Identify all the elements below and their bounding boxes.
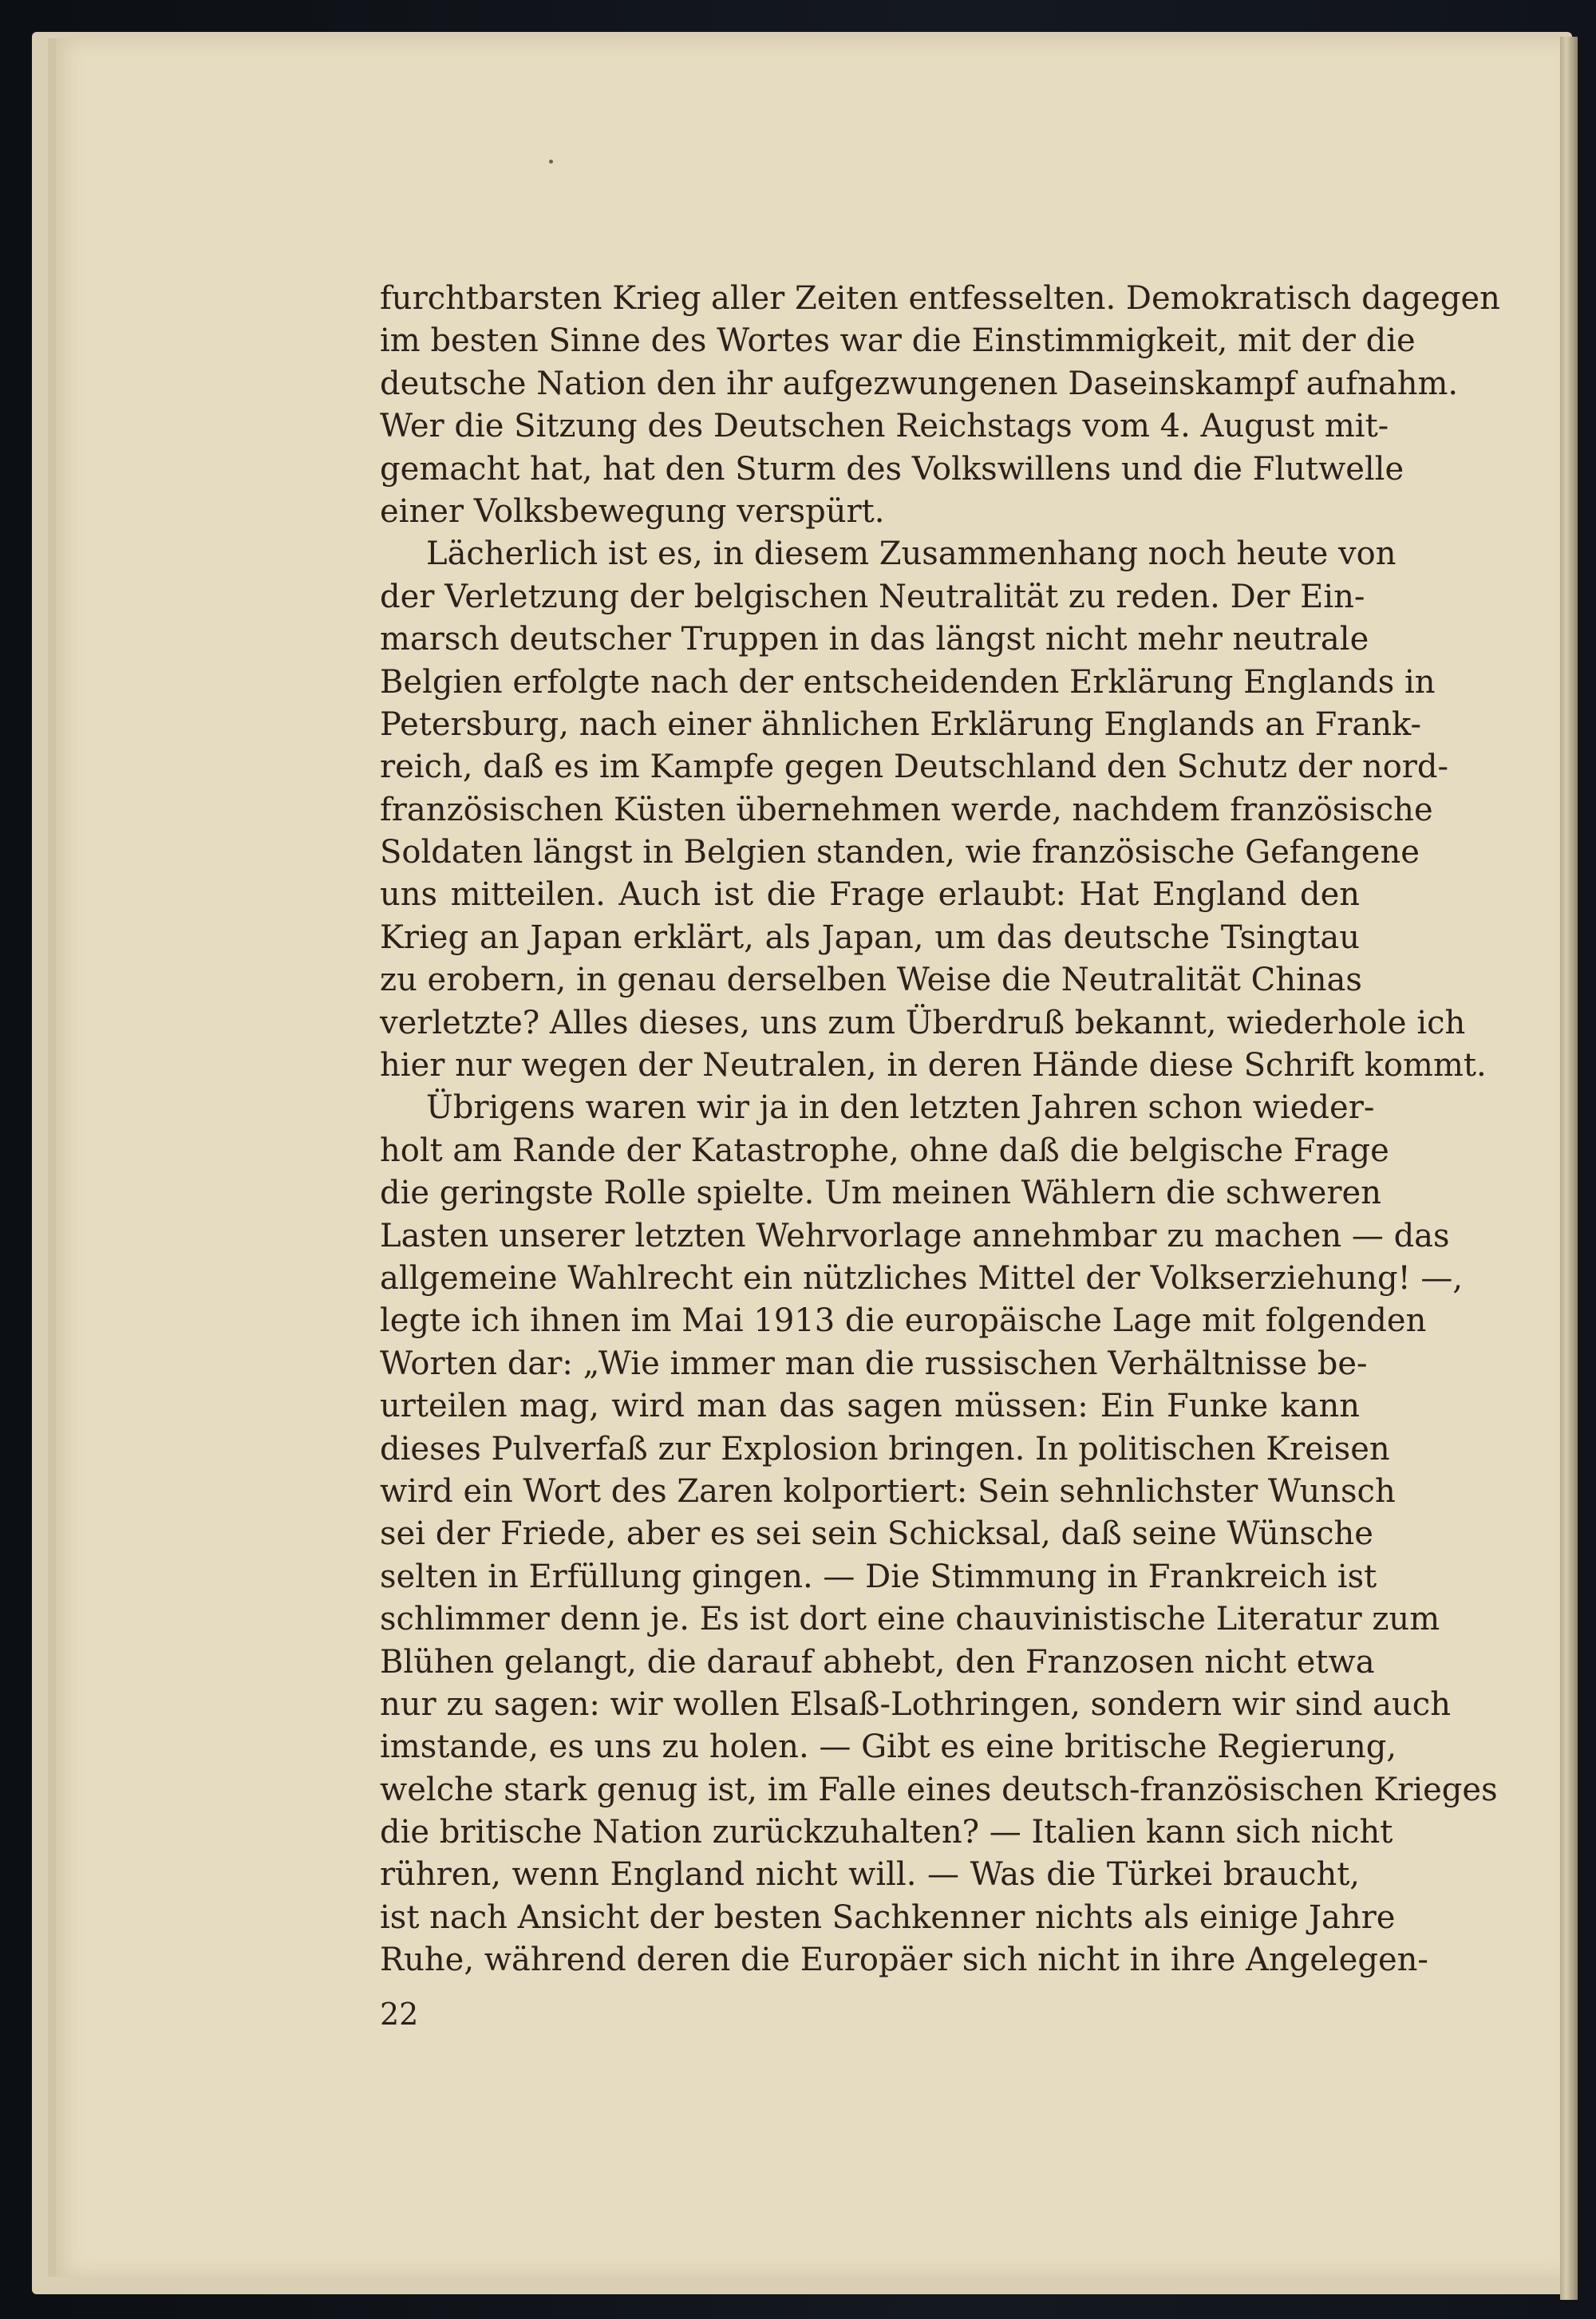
text-line: französischen Küsten übernehmen werde, nachdem französische [380,791,1433,828]
text-line: reich, daß es im Kampfe gegen Deutschland den Schutz der nord- [380,749,1449,786]
text-line: wird ein Wort des Zaren kolportiert: Sein sehnlichster Wunsch [380,1472,1396,1510]
text-line: nur zu sagen: wir wollen Elsaß-Lothringen, sondern wir sind auch [380,1685,1451,1723]
text-line: furchtbarsten Krieg aller Zeiten entfesselten. Demokratisch dagegen [380,280,1500,317]
text-line: verletzte? Alles dieses, uns zum Überdruß bekannt, wiederhole ich [380,1004,1466,1041]
text-line: hier nur wegen der Neutralen, in deren Hände diese Schrift kommt. [380,1047,1487,1084]
paragraph-start-line: Lächerlich ist es, in diesem Zusammenhang noch heute von [426,535,1396,573]
text-line: Ruhe, während deren die Europäer sich nicht in ihre Angelegen- [380,1942,1428,1979]
text-line: Lasten unserer letzten Wehrvorlage annehmbar zu machen — das [380,1217,1450,1254]
text-line: schlimmer denn je. Es ist dort eine chauvinistische Literatur zum [380,1601,1440,1638]
text-line: die britische Nation zurückzuhalten? — Italien kann sich nicht [380,1814,1393,1851]
text-line: Krieg an Japan erklärt, als Japan, um das deutsche Tsingtau [380,919,1360,956]
text-line: selten in Erfüllung gingen. — Die Stimmung in Frankreich ist [380,1558,1377,1595]
text-line: ist nach Ansicht der besten Sachkenner nichts als einige Jahre [380,1898,1396,1936]
text-line: zu erobern, in genau derselben Weise die Neutralität Chinas [380,962,1362,999]
text-line: Soldaten längst in Belgien standen, wie französische Gefangene [380,834,1420,871]
text-line: Wer die Sitzung des Deutschen Reichstags vom 4. August mit- [380,408,1389,445]
text-line: legte ich ihnen im Mai 1913 die europäische Lage mit folgenden [380,1302,1427,1340]
text-line: Petersburg, nach einer ähnlichen Erklärung Englands an Frank- [380,705,1422,743]
text-line: rühren, wenn England nicht will. — Was die Türkei braucht, [380,1856,1360,1894]
text-line: die geringste Rolle spielte. Um meinen Wählern die schweren [380,1175,1381,1212]
text-line: der Verletzung der belgischen Neutralität zu reden. Der Ein- [380,578,1365,615]
page-number: 22 [380,1997,419,2032]
facing-page-edge [1560,37,1578,2300]
text-line: welche stark genug ist, im Falle eines deutsch-französischen Krieges [380,1771,1498,1808]
text-line: allgemeine Wahlrecht ein nützliches Mittel der Volkserziehung! —, [380,1259,1464,1297]
text-line: imstande, es uns zu holen. — Gibt es eine britische Regierung, [380,1728,1397,1766]
text-line: dieses Pulverfaß zur Explosion bringen. In politischen Kreisen [380,1430,1390,1468]
text-line: deutsche Nation den ihr aufgezwungenen Daseinskampf aufnahm. [380,365,1459,402]
paragraph-start-line: Übrigens waren wir ja in den letzten Jahren schon wieder- [426,1089,1375,1127]
text-line: im besten Sinne des Wortes war die Einstimmigkeit, mit der die [380,322,1416,360]
text-line: marsch deutscher Truppen in das längst nicht mehr neutrale [380,621,1369,658]
page-text [380,278,1500,1982]
text-line: gemacht hat, hat den Sturm des Volkswillens und die Flutwelle [380,450,1404,488]
text-line: uns mitteilen. Auch ist die Frage erlaubt: Hat England den [380,876,1360,914]
ink-speck [549,160,553,164]
text-line: Belgien erfolgte nach der entscheidenden Erklärung Englands in [380,663,1436,701]
text-line: holt am Rande der Katastrophe, ohne daß die belgische Frage [380,1132,1389,1169]
text-line: Blühen gelangt, die darauf abhebt, den Franzosen nicht etwa [380,1643,1375,1681]
text-line: Worten dar: „Wie immer man die russischen Verhältnisse be- [380,1345,1368,1382]
text-line: urteilen mag, wird man das sagen müssen: Ein Funke kann [380,1388,1360,1425]
text-line: sei der Friede, aber es sei sein Schicksal, daß seine Wünsche [380,1515,1373,1553]
text-line: einer Volksbewegung verspürt. [380,492,885,530]
